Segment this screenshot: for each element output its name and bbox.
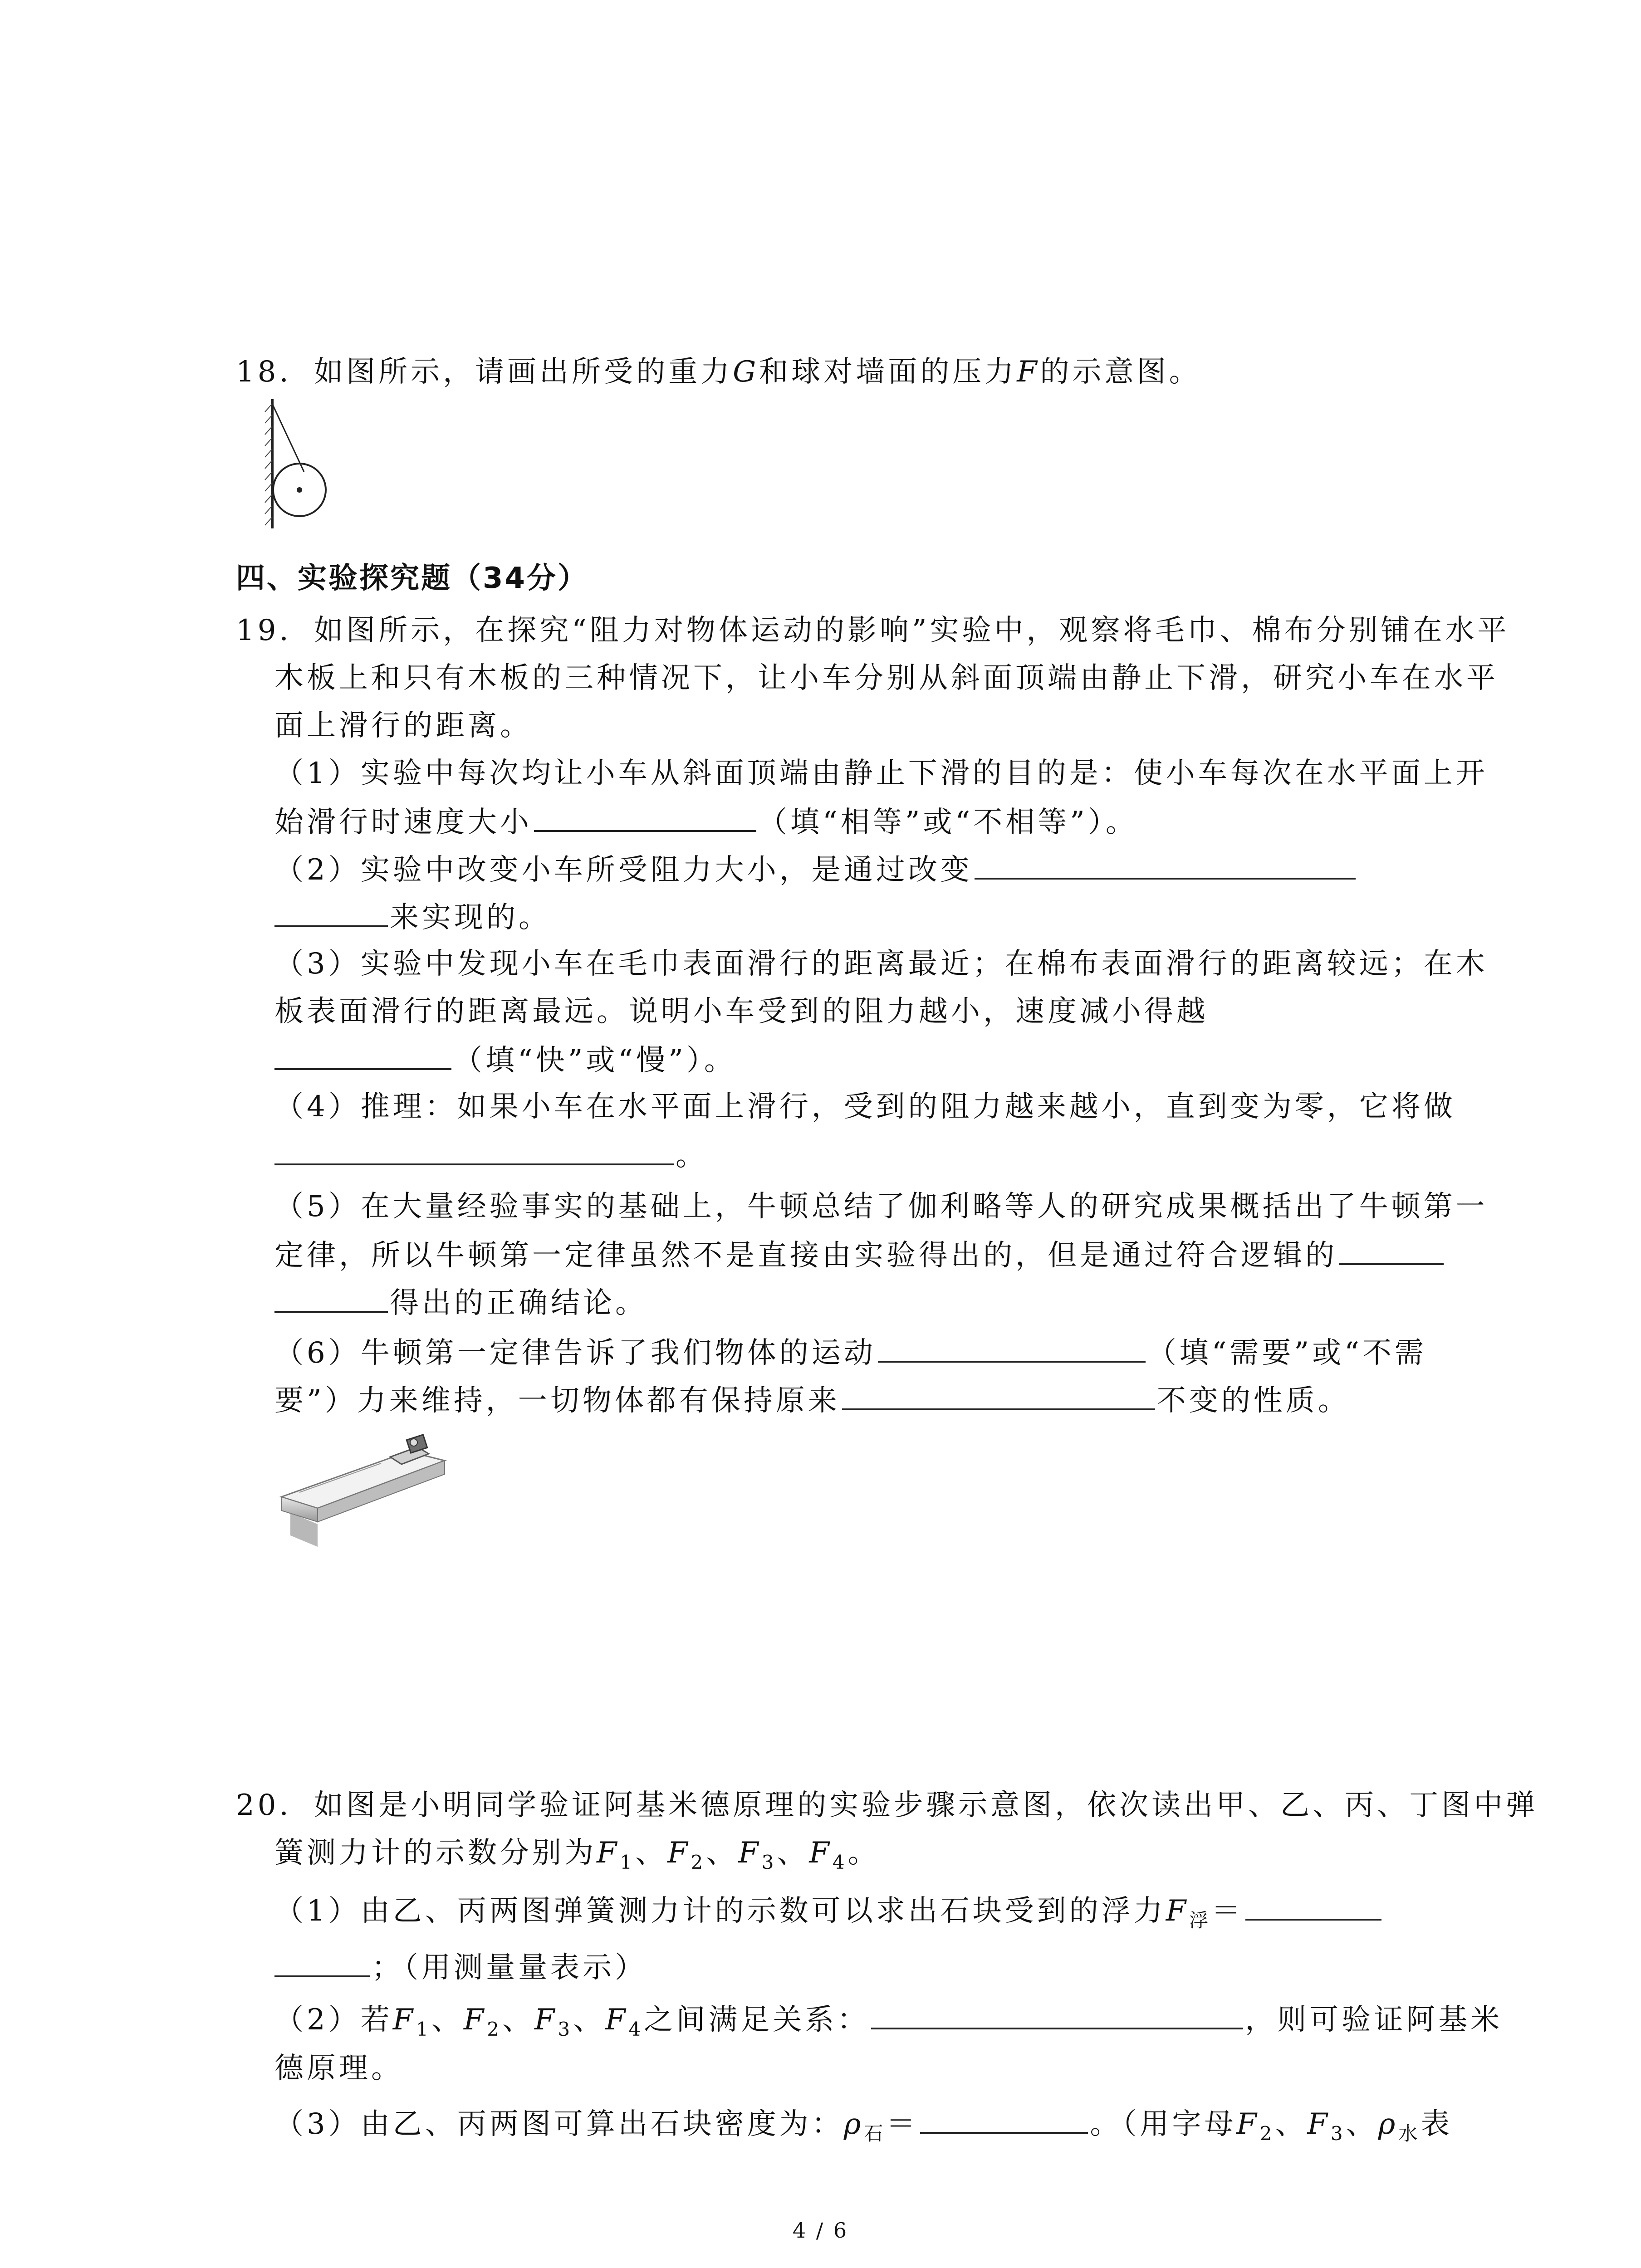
q19-part5: （5）在大量经验事实的基础上，牛顿总结了伽利略等人的研究成果概括出了牛顿第一 — [274, 1190, 1488, 1223]
q20-part1: （1）由乙、丙两图弹簧测力计的示数可以求出石块受到的浮力$F_浮=$ — [274, 1887, 1383, 1934]
q19-line: 19. 如图所示，在探究“阻力对物体运动的影响”实验中，观察将毛巾、棉布分别铺在水平 — [236, 614, 1510, 647]
q19-part3: （填“快”或“慢”）。 — [274, 1036, 736, 1083]
q19-part3: 板表面滑行的距离最远。说明小车受到的阻力越小，速度减小得越 — [274, 995, 1209, 1028]
q19-part2: （2）实验中改变小车所受阻力大小，是通过改变 — [274, 846, 1357, 893]
answer-blank[interactable] — [274, 894, 388, 927]
answer-blank[interactable] — [871, 1996, 1243, 2029]
question-number: 20. — [236, 1789, 292, 1822]
answer-blank[interactable] — [274, 1036, 451, 1070]
answer-blank[interactable] — [274, 1279, 388, 1313]
q20-part2: 德原理。 — [274, 2052, 403, 2085]
q19-part5: 定律，所以牛顿第一定律虽然不是直接由实验得出的，但是通过符合逻辑的 — [274, 1232, 1445, 1278]
q19-line: 面上滑行的距离。 — [274, 709, 532, 743]
q19-part6: （6）牛顿第一定律告诉了我们物体的运动 （填“需要”或“不需 — [274, 1329, 1427, 1376]
answer-blank[interactable] — [274, 1132, 674, 1165]
q19-part2: 来实现的。 — [274, 894, 551, 940]
answer-blank[interactable] — [920, 2100, 1088, 2134]
ramp-cart-figure — [272, 1429, 481, 1556]
answer-blank[interactable] — [1245, 1887, 1381, 1921]
q19-part4: （4）推理：如果小车在水平面上滑行，受到的阻力越来越小，直到变为零，它将做 — [274, 1090, 1456, 1124]
q19-part6: 要”）力来维持，一切物体都有保持原来 不变的性质。 — [274, 1377, 1350, 1423]
ball-wall-figure — [259, 399, 349, 531]
answer-blank[interactable] — [975, 846, 1356, 880]
page-number: 4 / 6 — [792, 2218, 849, 2243]
answer-blank[interactable] — [274, 1944, 370, 1977]
q20-line: 簧测力计的示数分别为$F_1$、$F_2$、$F_3$、$F_4$。 — [274, 1836, 880, 1873]
q19-line: 木板上和只有木板的三种情况下，让小车分别从斜面顶端由静止下滑，研究小车在水平 — [274, 661, 1499, 695]
q18-line: 18. 如图所示，请画出所受的重力G和球对墙面的压力F的示意图。 — [236, 355, 1201, 389]
q20-part1: ；（用测量量表示） — [274, 1944, 647, 1990]
q19-part4: 。 — [274, 1132, 708, 1178]
answer-blank[interactable] — [842, 1377, 1155, 1410]
answer-blank[interactable] — [1339, 1232, 1444, 1265]
answer-blank[interactable] — [878, 1329, 1146, 1363]
answer-blank[interactable] — [534, 798, 756, 832]
question-number: 19. — [236, 614, 292, 647]
question-number: 18. — [236, 355, 292, 389]
symbol-f: F — [1017, 355, 1040, 389]
q20-line: 20. 如图是小明同学验证阿基米德原理的实验步骤示意图，依次读出甲、乙、丙、丁图中弹 — [236, 1789, 1538, 1822]
q19-part5: 得出的正确结论。 — [274, 1279, 647, 1326]
q19-part1: （1）实验中每次均让小车从斜面顶端由静止下滑的目的是：使小车每次在水平面上开 — [274, 757, 1488, 790]
q19-part3: （3）实验中发现小车在毛巾表面滑行的距离最近；在棉布表面滑行的距离较远；在木 — [274, 947, 1488, 981]
q20-part3: （3）由乙、丙两图可算出石块密度为：$\rho_石=$ 。（用字母$F_2$、$F_3$、$\rho_水$表 — [274, 2100, 1453, 2147]
q19-part1: 始滑行时速度大小 （填“相等”或“不相等”）。 — [274, 798, 1138, 845]
symbol-g: G — [733, 355, 759, 389]
section-title: 四、实验探究题（34分） — [236, 562, 589, 595]
q20-part2: （2）若$F_1$、$F_2$、$F_3$、$F_4$之间满足关系： ，则可验证阿基米 — [274, 1996, 1503, 2043]
